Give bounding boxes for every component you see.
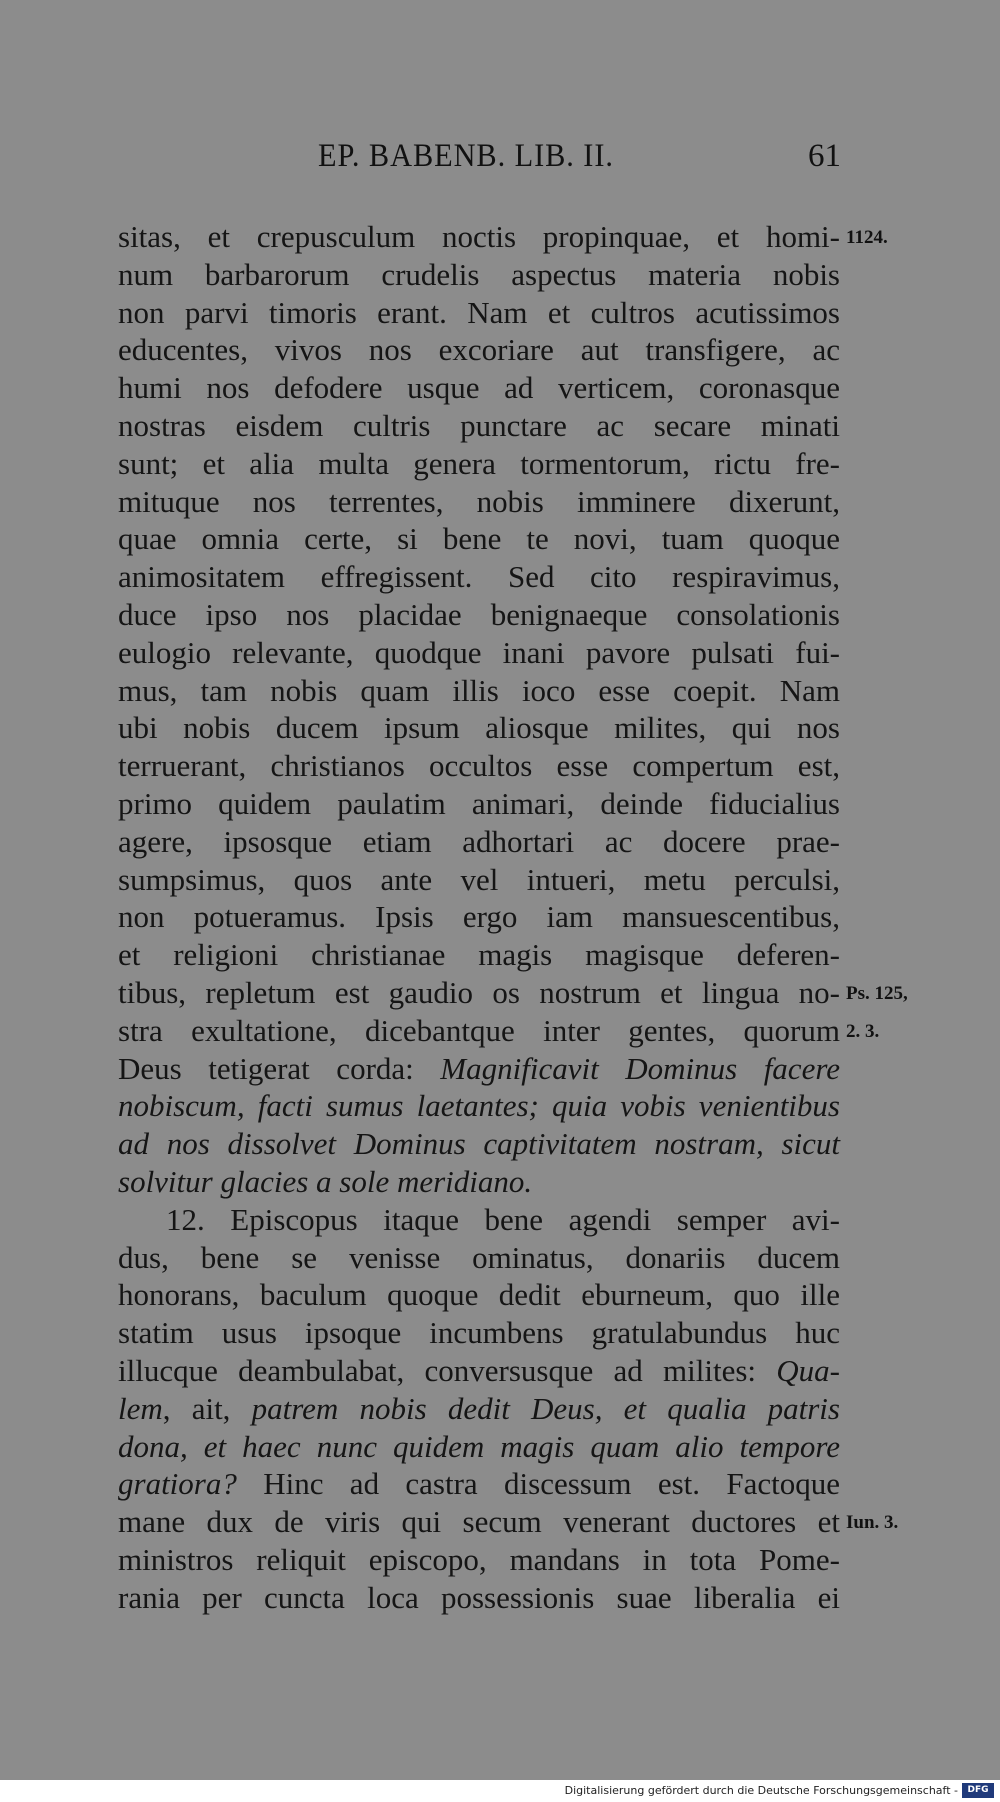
text-segment: Deus tetigerat corda: (118, 1050, 441, 1086)
margin-note: 1124. (846, 227, 888, 248)
text-segment: stra exultatione, dicebantque inter gentes, quorum (118, 1012, 840, 1048)
text-line (118, 1541, 840, 1579)
text-line (118, 1012, 840, 1050)
text-line (118, 936, 840, 974)
text-segment: tibus, repletum est gaudio os nostrum et lingua no- (118, 974, 840, 1010)
text-segment: mane dux de viris qui secum venerant ductores et (118, 1504, 840, 1540)
text-segment: educentes, vivos nos excoriare aut transfigere, ac (118, 332, 840, 368)
text-line (118, 747, 840, 785)
text-segment: quae omnia certe, si bene te novi, tuam quoque (118, 521, 840, 557)
text-line (118, 1050, 840, 1088)
text-segment: eulogio relevante, quodque inani pavore pulsati fui- (118, 634, 840, 670)
text-segment: rania per cuncta loca possessionis suae liberalia ei (118, 1579, 840, 1615)
text-line (118, 785, 840, 823)
text-segment: sumpsimus, quos ante vel intueri, metu perculsi, (118, 861, 840, 897)
text-segment: dus, bene se venisse ominatus, donariis ducem (118, 1239, 840, 1275)
text-line (118, 256, 840, 294)
text-line (118, 672, 840, 710)
margin-note: Ps. 125, (846, 983, 908, 1004)
text-line (118, 1390, 840, 1428)
text-line (118, 369, 840, 407)
italic-segment: dona, et haec nunc quidem magis quam alio tempore (118, 1428, 840, 1464)
text-segment: ministros reliquit episcopo, mandans in tota Pome- (118, 1541, 840, 1577)
text-line (118, 1579, 840, 1617)
italic-segment: lem (118, 1390, 163, 1426)
text-line (118, 1201, 840, 1239)
text-segment: mus, tam nobis quam illis ioco esse coepit. Nam (118, 672, 840, 708)
italic-segment: gratiora? (118, 1466, 237, 1502)
text-line (118, 898, 840, 936)
text-line (118, 1276, 840, 1314)
text-segment: honorans, baculum quoque dedit eburneum, quo ille (118, 1277, 840, 1313)
text-line (118, 1239, 840, 1277)
text-segment: num barbarorum crudelis aspectus materia nobis (118, 256, 840, 292)
text-segment: terruerant, christianos occultos esse compertum est, (118, 748, 840, 784)
text-segment: 12. Episcopus itaque bene agendi semper avi- (166, 1201, 840, 1237)
italic-segment: solvitur glacies a sole meridiano. (118, 1163, 533, 1199)
text-segment: non potueramus. Ipsis ergo iam mansuescentibus, (118, 899, 840, 935)
italic-segment: patrem nobis dedit Deus, et qualia patris (251, 1390, 840, 1426)
text-line (118, 520, 840, 558)
text-line (118, 1314, 840, 1352)
text-line (118, 558, 840, 596)
dfg-logo-icon: DFG (962, 1783, 994, 1798)
italic-segment: ad nos dissolvet Dominus captivitatem nostram, sicut (118, 1126, 840, 1162)
text-line (118, 634, 840, 672)
text-segment: et religioni christianae magis magisque deferen- (118, 937, 840, 973)
italic-segment: Qua- (776, 1352, 840, 1388)
digitization-footer (0, 1780, 1000, 1802)
text-segment: statim usus ipsoque incumbens gratulabundus huc (118, 1315, 840, 1351)
funding-credit: Digitalisierung gefördert durch die Deutsche Forschungsgemeinschaft - (564, 1784, 958, 1797)
text-segment: sunt; et alia multa genera tormentorum, rictu fre- (118, 445, 840, 481)
text-line (118, 1428, 840, 1466)
text-segment: duce ipso nos placidae benignaeque consolationis (118, 596, 840, 632)
text-line (118, 974, 840, 1012)
text-line (118, 1125, 840, 1163)
text-line (118, 1087, 840, 1125)
text-line (118, 823, 840, 861)
running-title: EP. BABENB. LIB. II. (318, 138, 614, 174)
text-segment: Hinc ad castra discessum est. Factoque (236, 1466, 840, 1502)
text-segment: humi nos defodere usque ad verticem, coronasque (118, 370, 840, 406)
text-line (118, 1465, 840, 1503)
text-segment: , ait, (162, 1390, 252, 1426)
running-head (0, 138, 1000, 178)
text-line (118, 294, 840, 332)
text-line (118, 218, 840, 256)
page-number: 61 (808, 138, 841, 174)
text-segment: illucque deambulabat, conversusque ad milites: (118, 1352, 777, 1388)
margin-note: Iun. 3. (846, 1512, 899, 1534)
text-line (118, 331, 840, 369)
italic-segment: nobiscum, facti sumus laetantes; quia vobis venientibus (118, 1088, 840, 1124)
text-segment: primo quidem paulatim animari, deinde fiducialius (118, 785, 840, 821)
text-line (118, 407, 840, 445)
text-segment: sitas, et crepusculum noctis propinquae, et homi- (118, 219, 840, 254)
text-line (118, 445, 840, 483)
text-segment: ubi nobis ducem ipsum aliosque milites, qui nos (118, 710, 840, 746)
text-segment: nostras eisdem cultris punctare ac secare minati (118, 407, 840, 443)
text-segment: mituque nos terrentes, nobis imminere dixerunt, (118, 483, 840, 519)
text-line (118, 1163, 840, 1201)
text-segment: animositatem effregissent. Sed cito respiravimus, (118, 559, 840, 595)
text-line (118, 1352, 840, 1390)
margin-note: 2. 3. (846, 1020, 880, 1042)
text-line (118, 483, 840, 521)
text-segment: non parvi timoris erant. Nam et cultros acutissimos (118, 294, 840, 330)
text-line (118, 861, 840, 899)
text-line (118, 709, 840, 747)
text-line (118, 1503, 840, 1541)
italic-segment: Magnificavit Dominus facere (440, 1050, 841, 1086)
body-text (118, 218, 840, 1616)
text-segment: agere, ipsosque etiam adhortari ac docere prae- (118, 823, 840, 859)
text-line (118, 596, 840, 634)
